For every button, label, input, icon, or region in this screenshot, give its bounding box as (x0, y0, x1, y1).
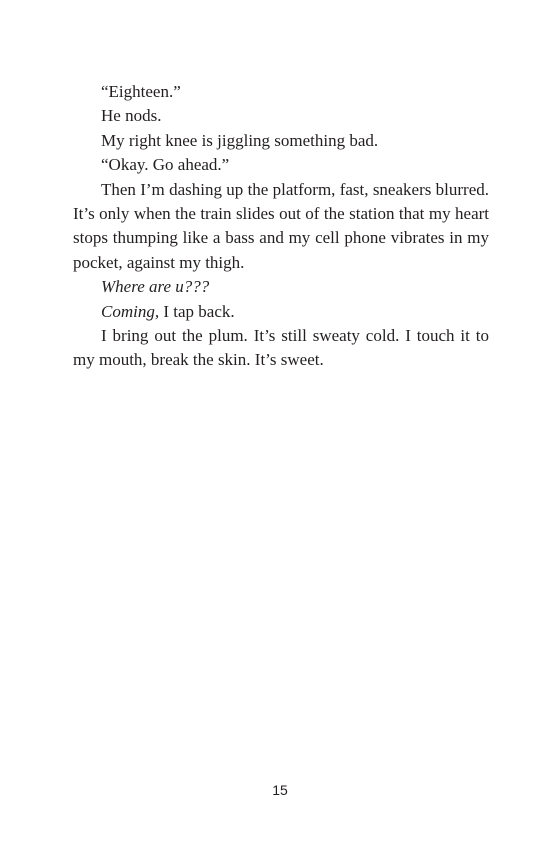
paragraph-text-message: Where are u??? (101, 277, 210, 297)
paragraph-coming-reply (73, 300, 489, 324)
page-body (73, 80, 489, 373)
page-number: 15 (272, 782, 288, 798)
paragraph-okay-go-ahead: “Okay. Go ahead.” (101, 155, 230, 175)
paragraph-plum: I bring out the plum. It’s still sweaty cold. I touch it to my mouth, break the skin. It’s sweet. (73, 326, 489, 370)
paragraph-right-knee: My right knee is jiggling something bad. (101, 130, 379, 150)
paragraph-eighteen: “Eighteen.” (101, 82, 181, 101)
reply-italic-text: Coming, (101, 301, 160, 321)
paragraph-he-nods: He nods. (101, 106, 162, 126)
paragraph-dashing-platform: Then I’m dashing up the platform, fast, sneakers blurred. It’s only when the train slides out of the station that my heart stops thumping like a bass and my cell phone vibrates in my pocket, against my thigh. (73, 179, 489, 272)
reply-rest-text: I tap back. (159, 301, 235, 321)
